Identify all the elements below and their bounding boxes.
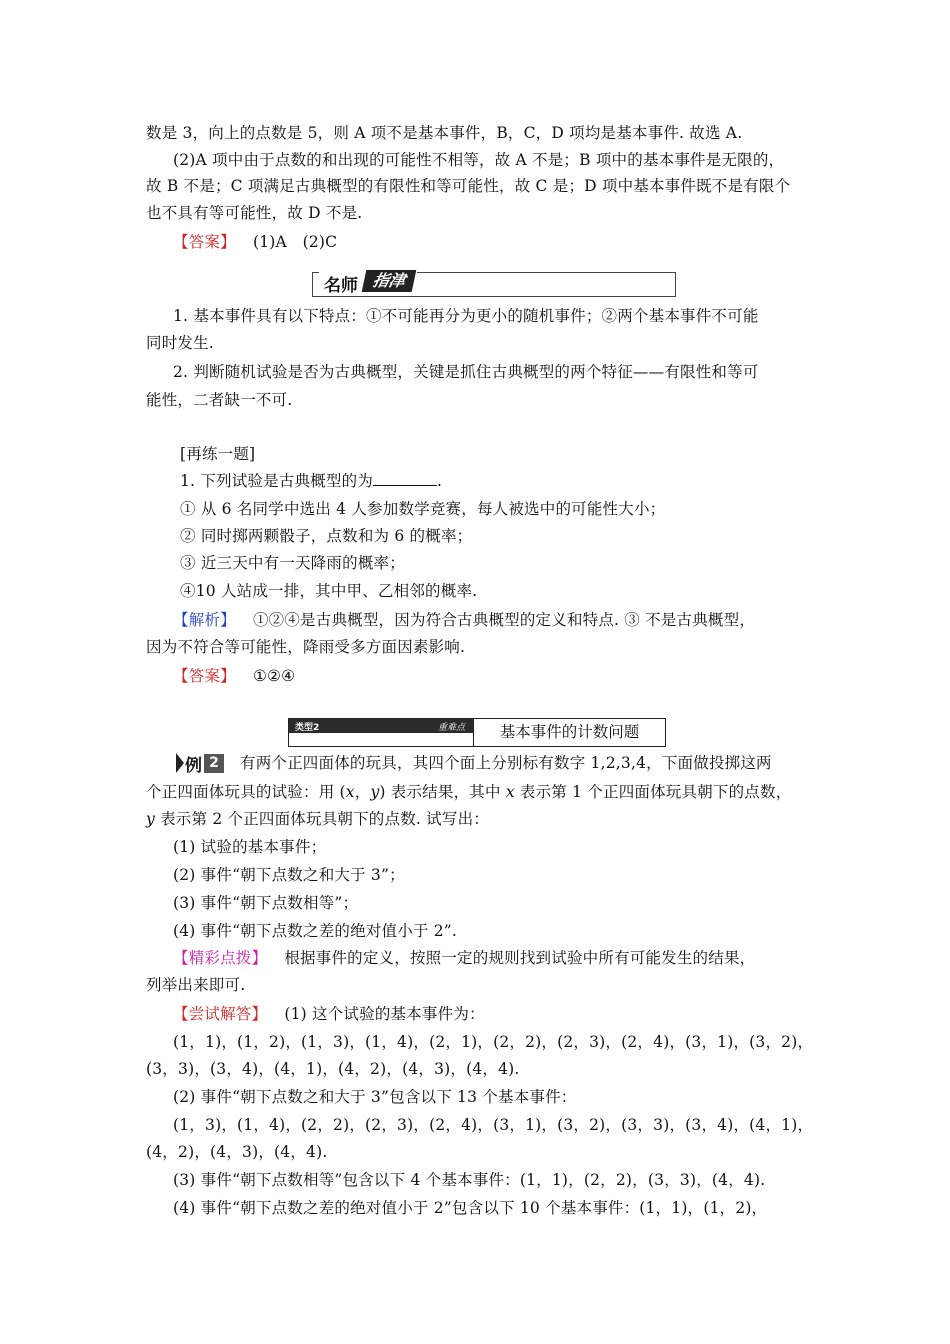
teacher-tips-banner <box>312 266 676 298</box>
example-line: 有两个正四面体的玩具，其四个面上分别标有数字 1,2,3,4，下面做投掷这两 <box>240 754 772 772</box>
paragraph-line: 也不具有等可能性，故 D 不是. <box>146 204 363 222</box>
analysis-line: 【解析】 ①②④是古典概型，因为符合古典概型的定义和特点. ③ 不是古典概型， <box>173 611 756 629</box>
solution-line: (3，3)，(3，4)，(4，1)，(4，2)，(4，3)，(4，4). <box>146 1060 520 1078</box>
paragraph-line: (2)A 项中由于点数的和出现的可能性不相等，故 A 不是；B 项中的基本事件是无限的， <box>173 151 785 169</box>
solution-line: (2) 事件“朝下点数之和大于 3”包含以下 13 个基本事件： <box>173 1088 577 1106</box>
example-badge <box>176 752 224 774</box>
example-line: y 表示第 2 个正四面体玩具朝下的点数. 试写出： <box>146 810 489 828</box>
subquestion-line: (3) 事件“朝下点数相等”； <box>173 894 359 912</box>
answer-value: (1)A (2)C <box>252 233 338 251</box>
solution-line: (3) 事件“朝下点数相等”包含以下 4 个基本事件：(1，1)，(2，2)，(3，3)，(4，4). <box>173 1171 766 1189</box>
triangle-icon <box>176 753 184 773</box>
hint-line: 列举出来即可. <box>146 976 246 994</box>
solution-tag: 【尝试解答】 <box>173 1005 268 1023</box>
practice-heading: [再练一题] <box>180 445 256 463</box>
answer-tag: 【答案】 <box>173 233 236 251</box>
question-line: 1. 下列试验是古典概型的为 . <box>180 472 443 490</box>
option-line: ③ 近三天中有一天降雨的概率； <box>180 554 405 572</box>
paragraph-line: 故 B 不是；C 项满足古典概型的有限性和等可能性，故 C 是；D 项中基本事件既不是有限个 <box>146 177 791 195</box>
option-line: ④10 人站成一排，其中甲、乙相邻的概率. <box>180 582 478 600</box>
tip-line: 1. 基本事件具有以下特点：①不可能再分为更小的随机事件；②两个基本事件不可能 <box>173 307 759 325</box>
answer-line <box>173 665 295 687</box>
solution-line: (1，1)，(1，2)，(1，3)，(1，4)，(2，1)，(2，2)，(2，3)，(2，4)，(3，1)，(3，2)， <box>173 1033 814 1051</box>
answer-line <box>173 231 337 253</box>
paragraph-line: 数是 3，向上的点数是 5，则 A 项不是基本事件，B，C，D 项均是基本事件. 故选 A. <box>146 124 743 142</box>
answer-blank <box>373 471 437 486</box>
solution-line: (4) 事件“朝下点数之差的绝对值小于 2”包含以下 10 个基本事件：(1，1)，(1，2)， <box>173 1199 768 1217</box>
answer-tag: 【答案】 <box>173 667 236 685</box>
tip-line: 同时发生. <box>146 334 214 352</box>
hint-tag: 【精彩点拨】 <box>173 949 268 967</box>
banner-title-left: 名师 <box>324 276 358 296</box>
answer-value: ①②④ <box>252 667 296 685</box>
type-title: 基本事件的计数问题 <box>499 723 640 741</box>
solution-line: (1，3)，(1，4)，(2，2)，(2，3)，(2，4)，(3，1)，(3，2)，(3，3)，(3，4)，(4，1)， <box>173 1116 814 1134</box>
option-line: ② 同时掷两颗骰子，点数和为 6 的概率； <box>180 527 473 545</box>
banner-title-right: 指津 <box>362 270 417 292</box>
hint-line: 【精彩点拨】 根据事件的定义，按照一定的规则找到试验中所有可能发生的结果， <box>173 949 756 967</box>
example-number: 2 <box>204 754 224 773</box>
analysis-tag: 【解析】 <box>173 611 236 629</box>
solution-line: 【尝试解答】 (1) 这个试验的基本事件为： <box>173 1005 485 1023</box>
example-word: 例 <box>185 755 202 776</box>
type-heading-box <box>288 718 666 747</box>
subquestion-line: (4) 事件“朝下点数之差的绝对值小于 2”. <box>173 922 458 940</box>
type-corner-label: 重难点 <box>437 723 465 733</box>
option-line: ① 从 6 名同学中选出 4 人参加数学竞赛，每人被选中的可能性大小； <box>180 500 666 518</box>
subquestion-line: (1) 试验的基本事件； <box>173 838 327 856</box>
subquestion-line: (2) 事件“朝下点数之和大于 3”； <box>173 866 405 884</box>
example-line: 个正四面体玩具的试验：用 (x，y) 表示结果，其中 x 表示第 1 个正四面体玩具朝下的点数， <box>146 783 792 801</box>
type-label: 类型2 <box>295 723 320 733</box>
solution-line: (4，2)，(4，3)，(4，4). <box>146 1143 328 1161</box>
tip-line: 能性，二者缺一不可. <box>146 391 293 409</box>
tip-line: 2. 判断随机试验是否为古典概型，关键是抓住古典概型的两个特征——有限性和等可 <box>173 363 759 381</box>
analysis-line: 因为不符合等可能性，降雨受多方面因素影响. <box>146 638 466 656</box>
